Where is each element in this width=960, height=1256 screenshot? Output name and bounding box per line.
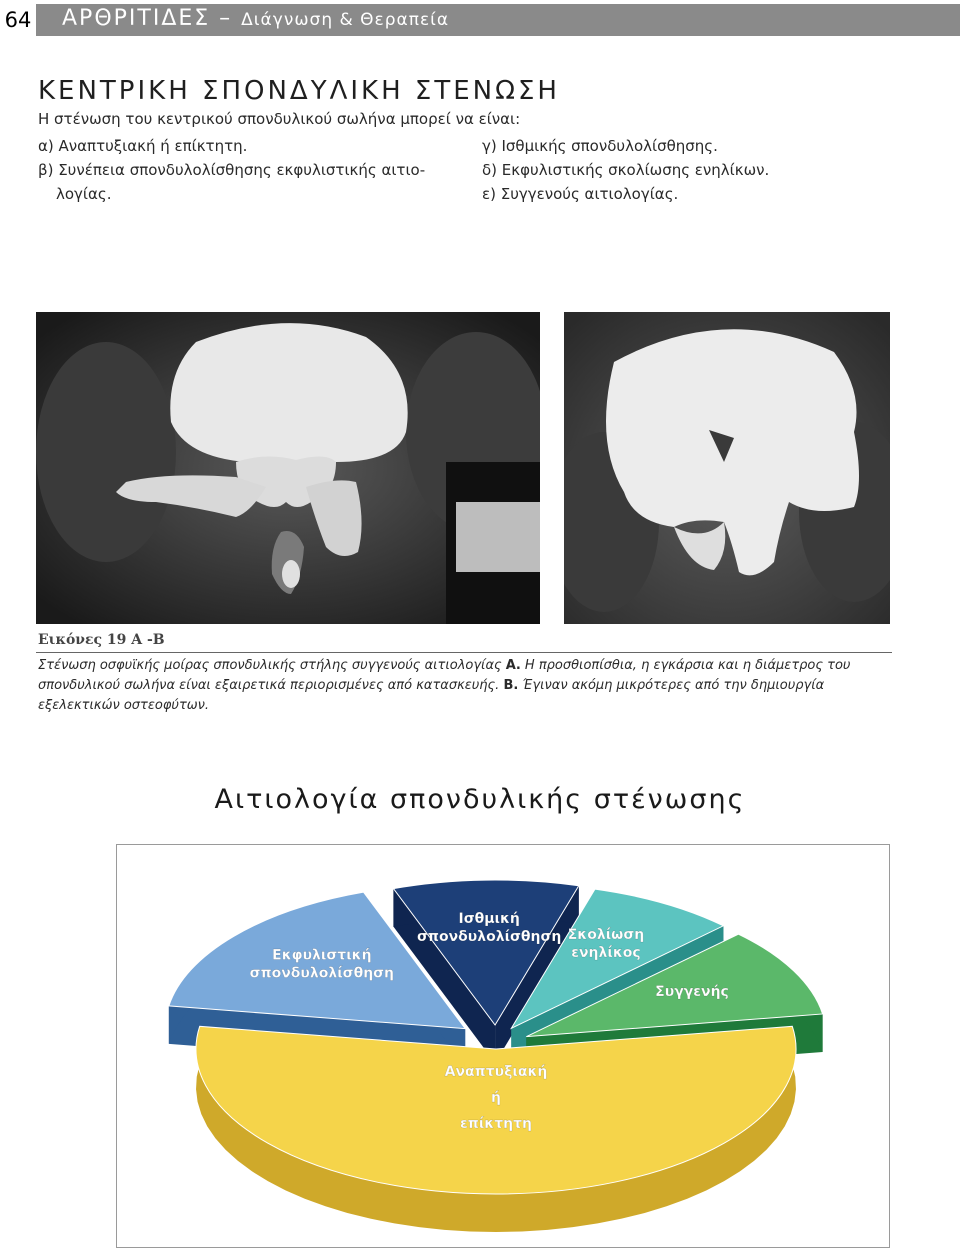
chart-title: Αιτιολογία σπονδυλικής στένωσης xyxy=(214,784,746,815)
list-item: β) Συνέπεια σπονδυλολίσθησης εκφυλιστικής αιτιο- xyxy=(38,161,426,179)
title-separator: – xyxy=(210,6,242,31)
list-item-continuation: λογίας. xyxy=(56,185,112,203)
list-item: α) Αναπτυξιακή ή επίκτητη. xyxy=(38,137,248,155)
pie-label-1: Εκφυλιστική σπονδυλολίσθηση xyxy=(249,947,395,982)
caption-divider xyxy=(36,652,892,653)
caption-segment: Έγιναν ακόμη μικρότερες από την δημιουργία εξελεκτικών οστεοφύτων. xyxy=(38,678,825,713)
list-item: γ) Ισθμικής σπονδυλολίσθησης. xyxy=(482,137,718,155)
ct-scan-image-a xyxy=(36,312,540,624)
caption-label-a: Α. xyxy=(505,658,521,673)
pie-label-3: Σκολίωση ενηλίκος xyxy=(567,926,645,961)
pie-label-4: Συγγενής xyxy=(655,983,729,1000)
running-title xyxy=(62,6,449,31)
figure-caption-title: Εικόνες 19 Α -Β xyxy=(38,632,165,648)
page-header xyxy=(0,0,960,40)
caption-segment: Η προσθιοπίσθια, η εγκάρσια και η διάμετρος του σπονδυλικού σωλήνα είναι εξαιρετικά περιορισμένες από κατασκευής. xyxy=(38,658,851,693)
book-title: ΑΡΘΡΙΤΙΔΕΣ xyxy=(62,6,211,31)
intro-text: Η στένωση του κεντρικού σπονδυλικού σωλήνα μπορεί να είναι: xyxy=(38,110,521,128)
list-left-column xyxy=(38,134,458,206)
list-right-column xyxy=(482,134,922,206)
pie-label-2: Ισθμική σπονδυλολίσθηση xyxy=(417,911,562,946)
pie-label-0: Αναπτυξιακή ή επίκτητη xyxy=(444,1063,548,1132)
page-number: 64 xyxy=(0,0,36,40)
list-item: ε) Συγγενούς αιτιολογίας. xyxy=(482,185,679,203)
pie-chart xyxy=(116,844,890,1248)
ct-scan-image-b xyxy=(564,312,890,624)
book-subtitle: Διάγνωση & Θεραπεία xyxy=(241,10,450,30)
section-title: ΚΕΝΤΡΙΚΗ ΣΠΟΝΔΥΛΙΚΗ ΣΤΕΝΩΣΗ xyxy=(38,76,560,106)
list-item: δ) Εκφυλιστικής σκολίωσης ενηλίκων. xyxy=(482,161,770,179)
caption-segment: Στένωση οσφυϊκής μοίρας σπονδυλικής στήλης συγγενούς αιτιολογίας xyxy=(38,658,506,673)
caption-label-b: Β. xyxy=(503,678,519,693)
figure-caption xyxy=(38,656,898,716)
